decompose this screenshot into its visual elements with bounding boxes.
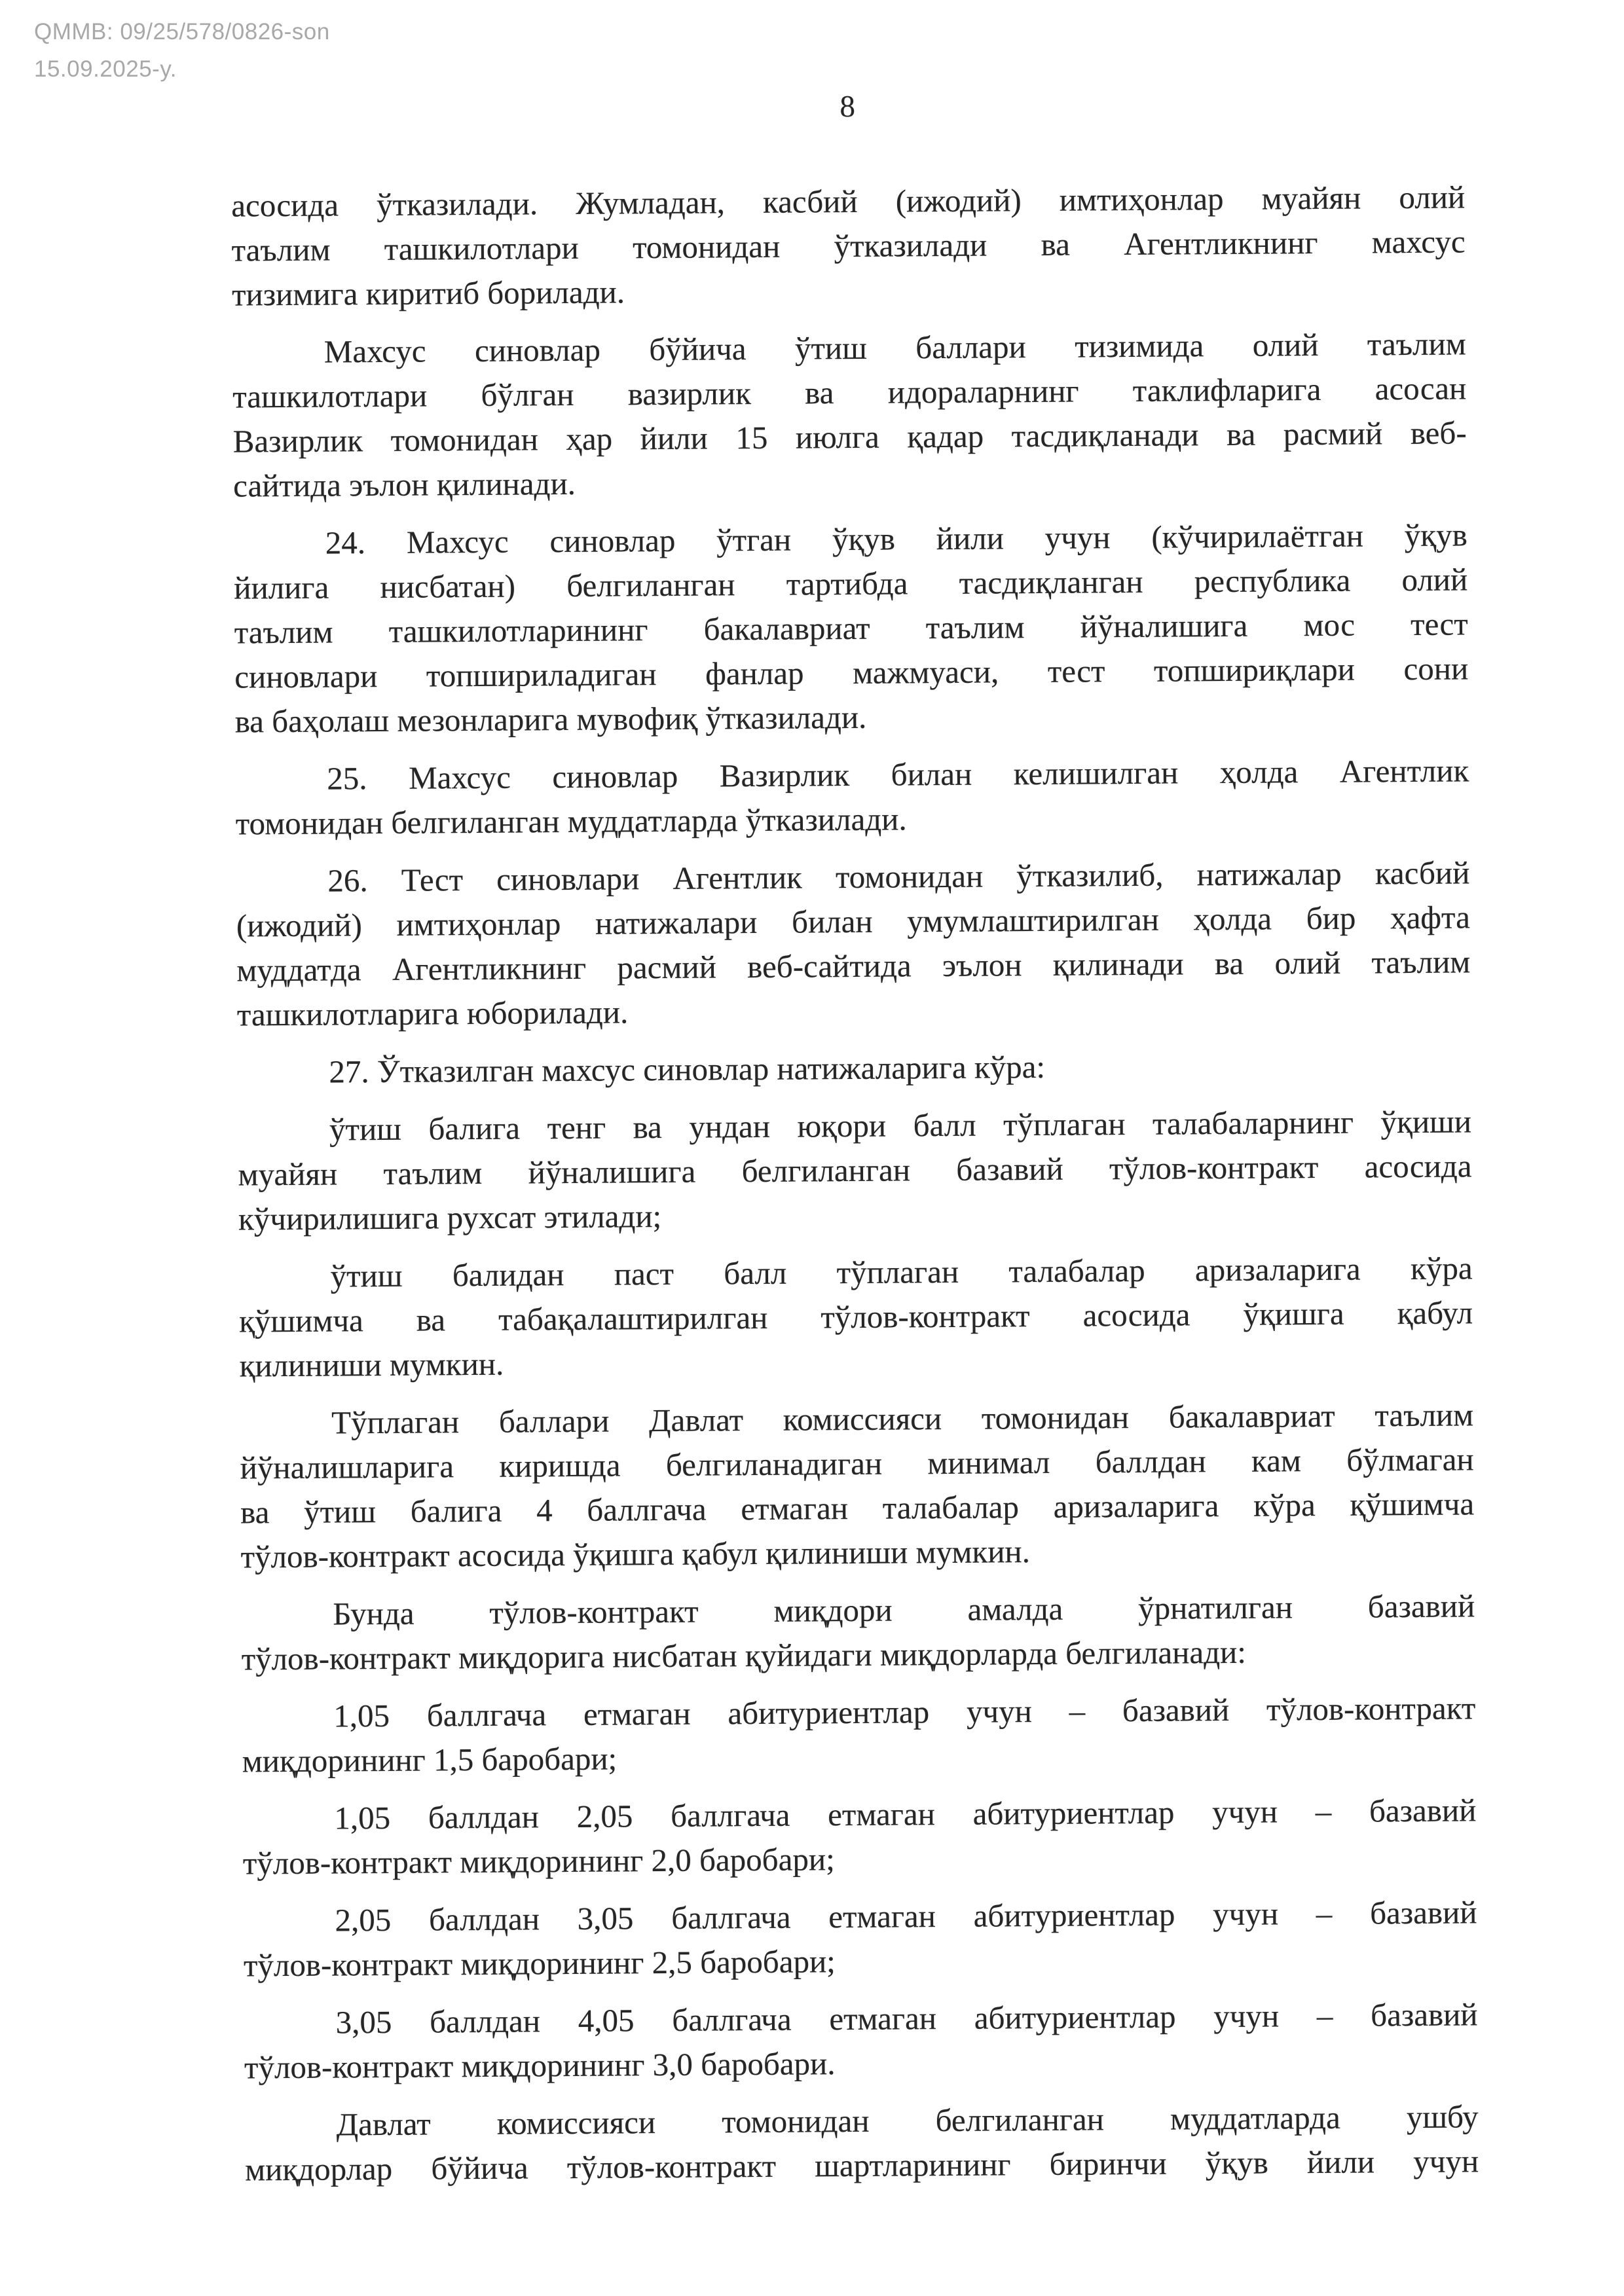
text-line: сайтида эълон қилинади. xyxy=(233,465,576,504)
text-line: Тўплаган баллари Давлат комиссияси томонидан бакалавриат таълим xyxy=(331,1396,1474,1441)
paragraph xyxy=(242,1686,1476,1783)
text-line: 27. Ўтказилган махсус синовлар натижаларига кўра: xyxy=(329,1048,1046,1090)
text-line: 3,05 баллдан 4,05 баллгача етмаган абитуриентлар учун – базавий xyxy=(335,1996,1478,2041)
text-line: тўлов-контракт миқдорининг 2,5 баробари; xyxy=(243,1943,836,1984)
document-content xyxy=(231,86,1479,2205)
paragraph xyxy=(236,850,1471,1037)
text-line: миқдорининг 1,5 баробари; xyxy=(242,1740,618,1779)
paragraph xyxy=(238,1246,1473,1388)
document-date: 15.09.2025-y. xyxy=(34,56,177,82)
page-number: 8 xyxy=(840,89,856,124)
paragraph xyxy=(244,1992,1478,2090)
text-line: ва баҳолаш мезонларига мувофиқ ўтказилади. xyxy=(234,699,867,740)
text-line: (ижодий) имтиҳонлар натижалари билан умумлаштирилган ҳолда бир ҳафта xyxy=(236,899,1471,944)
text-line: Бунда тўлов-контракт миқдори амалда ўрнатилган базавий xyxy=(333,1588,1475,1632)
paragraph xyxy=(242,1788,1477,1886)
text-line: 2,05 баллдан 3,05 баллгача етмаган абитуриентлар учун – базавий xyxy=(335,1894,1477,1939)
text-line: қилиниши мумкин. xyxy=(239,1345,504,1384)
paragraph xyxy=(237,1042,1471,1095)
text-line: муайян таълим йўналишига белгиланган базавий тўлов-контракт асосида xyxy=(238,1148,1472,1193)
text-line: муддатда Агентликнинг расмий веб-сайтида эълон қилинади ва олий таълим xyxy=(236,943,1471,989)
text-line: тўлов-контракт асосида ўқишга қабул қилиниши мумкин. xyxy=(240,1533,1031,1575)
paragraph xyxy=(234,513,1469,744)
text-line: тўлов-контракт миқдорининг 3,0 баробари. xyxy=(244,2045,836,2086)
text-line: ўтиш балига тенг ва ундан юқори балл тўплаган талабаларнинг ўқиши xyxy=(329,1103,1472,1148)
text-line: таълим ташкилотлари томонидан ўтказилади ва Агентликнинг махсус xyxy=(231,223,1466,268)
text-line: йилига нисбатан) белгиланган тартибда тасдиқланган республика олий xyxy=(234,561,1468,606)
text-line: томонидан белгиланган муддатларда ўтказилади. xyxy=(235,801,907,842)
text-line: Махсус синовлар бўйича ўтиш баллари тизимида олий таълим xyxy=(323,325,1466,370)
text-line: асосида ўтказилади. Жумладан, касбий (ижодий) имтиҳонлар муайян олий xyxy=(231,179,1466,224)
text-line: 26. Тест синовлари Агентлик томонидан ўтказилиб, натижалар касбий xyxy=(327,854,1470,899)
scan-header-stamp xyxy=(34,13,330,88)
paragraph xyxy=(243,1890,1477,1988)
text-line: ташкилотлари бўлган вазирлик ва идораларнинг таклифларига асосан xyxy=(232,370,1467,415)
text-line: таълим ташкилотларининг бакалавриат таълим йўналишига мос тест xyxy=(234,606,1468,651)
text-line: Вазирлик томонидан ҳар йили 15 июлга қадар тасдиқланади ва расмий веб- xyxy=(232,414,1467,460)
document-reference: QMMB: 09/25/578/0826-son xyxy=(34,19,330,45)
paragraph xyxy=(235,748,1469,846)
paragraph xyxy=(231,175,1466,317)
text-line: 25. Махсус синовлар Вазирлик билан келишилган ҳолда Агентлик xyxy=(327,752,1469,797)
text-line: Давлат комиссияси томонидан белгиланган муддатларда ушбу xyxy=(336,2098,1479,2143)
text-line: синовлари топшириладиган фанлар мажмуаси, тест топшириқлари сони xyxy=(234,650,1469,695)
paragraph xyxy=(238,1099,1472,1241)
text-line: ва ўтиш балига 4 баллгача етмаган талабалар аризаларига кўра қўшимча xyxy=(240,1485,1475,1531)
text-line: тўлов-контракт миқдорининг 2,0 баробари; xyxy=(242,1841,835,1882)
text-line: тўлов-контракт миқдорига нисбатан қуйидаги миқдорларда белгиланади: xyxy=(241,1633,1247,1677)
text-line: 1,05 баллгача етмаган абитуриентлар учун – базавий тўлов-контракт xyxy=(333,1690,1476,1734)
text-line: ташкилотларига юборилади. xyxy=(236,994,629,1033)
document-paragraphs xyxy=(231,175,1479,2192)
paragraph xyxy=(241,1584,1475,1681)
text-line: 24. Махсус синовлар ўтган ўқув йили учун (кўчирилаётган ўқув xyxy=(325,517,1467,561)
text-line: йўналишларига киришда белгиланадиган минимал баллдан кам бўлмаган xyxy=(240,1441,1474,1486)
text-line: кўчирилишига рухсат этилади; xyxy=(238,1198,662,1237)
paragraph xyxy=(240,1393,1475,1579)
paragraph xyxy=(244,2094,1479,2192)
paragraph xyxy=(232,321,1467,508)
text-line: 1,05 баллдан 2,05 баллгача етмаган абитуриентлар учун – базавий xyxy=(334,1792,1477,1836)
text-line: қўшимча ва табақалаштирилган тўлов-контракт асосида ўқишга қабул xyxy=(238,1294,1473,1339)
text-line: миқдорлар бўйича тўлов-контракт шартларининг биринчи ўқув йили учун xyxy=(244,2143,1479,2188)
text-line: тизимига киритиб борилади. xyxy=(231,274,625,313)
text-line: ўтиш балидан паст балл тўплаган талабалар аризаларига кўра xyxy=(330,1250,1473,1294)
